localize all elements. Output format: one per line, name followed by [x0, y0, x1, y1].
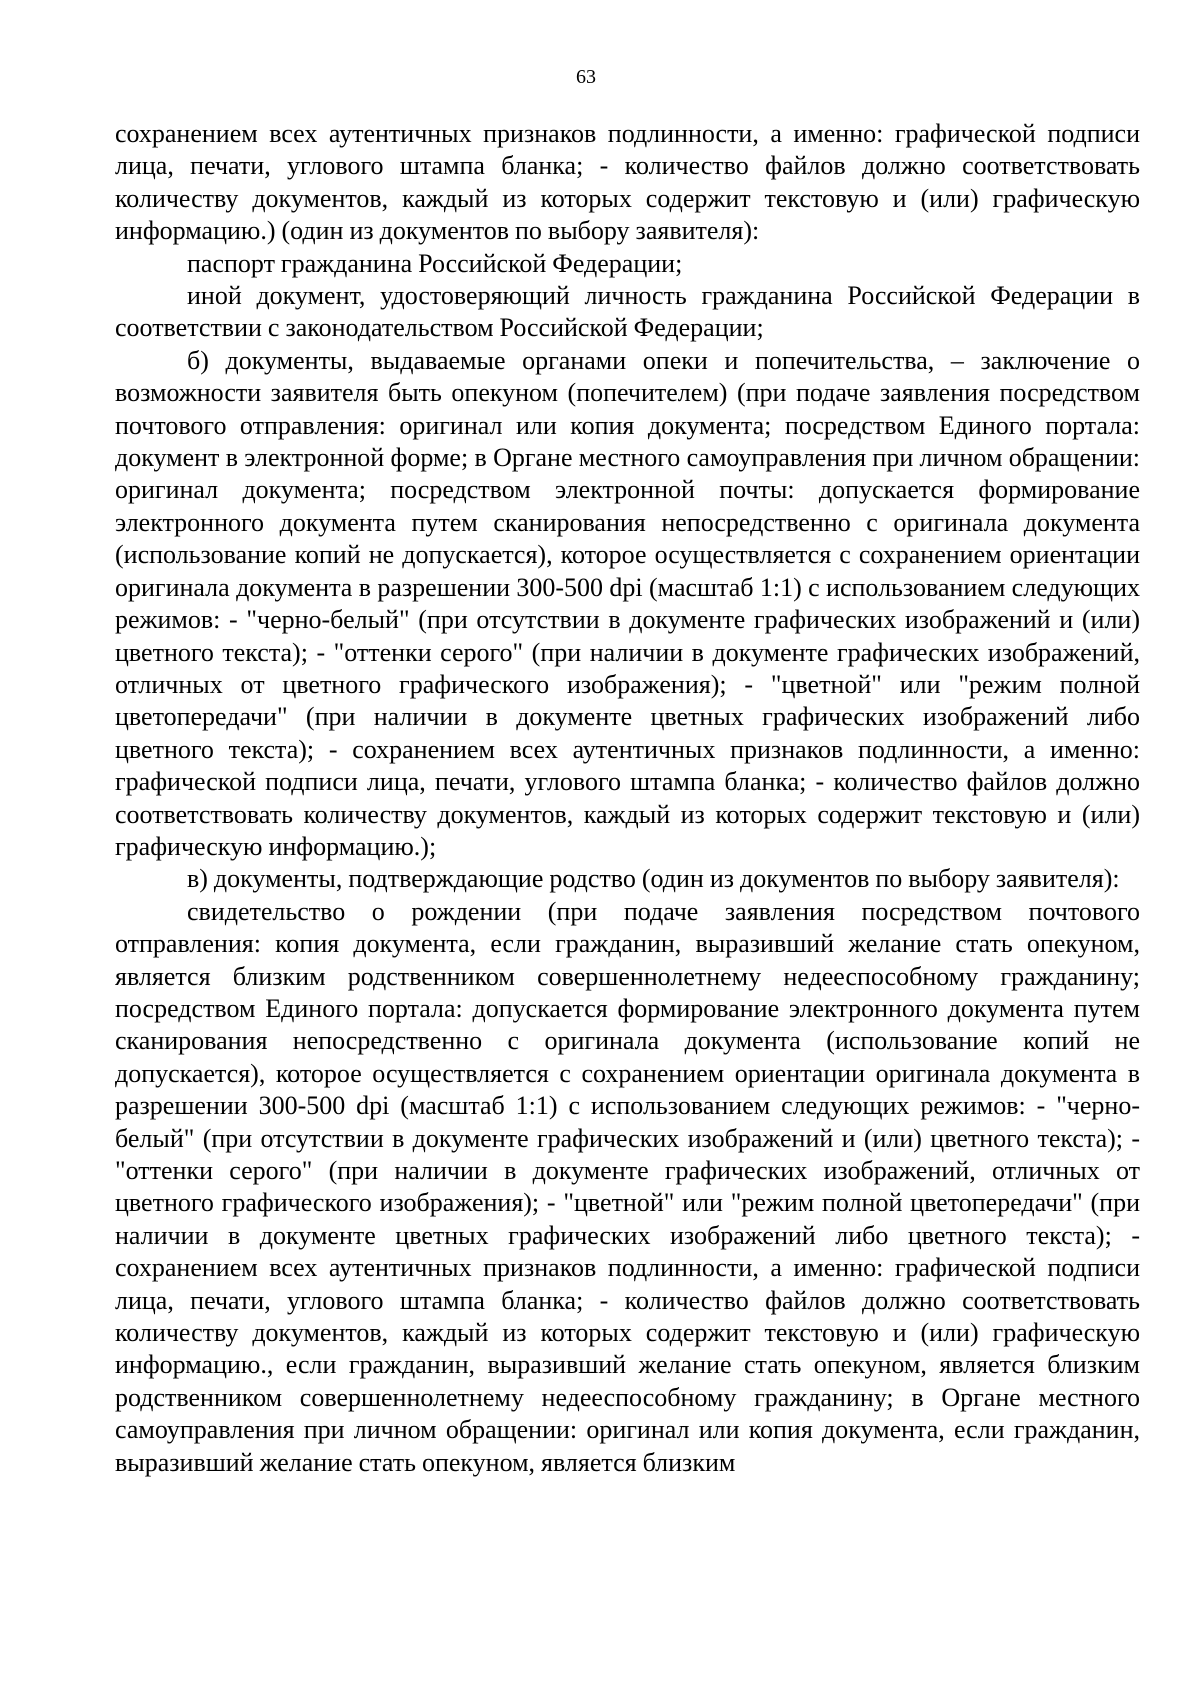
page-number: 63 [576, 66, 596, 88]
document-body [115, 118, 1140, 1479]
paragraph-passport: паспорт гражданина Российской Федерации; [187, 248, 683, 278]
paragraph-guardianship-conclusion: б) документы, выдаваемые органами опеки и попечительства, – заключение о возможности заявителя быть опекуном (попечителем) (при подаче заявления посредством почтового отправления: оригинал или копия документа; посредством Единого портала: документ в электронной форме; в Органе местного самоуправления при личном обращении: оригинал документа; посредством электронной почты: допускается формирование электронного документа путем сканирования непосредственно с оригинала документа (использование копий не допускается), которое осуществляется с сохранением ориентации оригинала документа в разрешении 300-500 dpi (масштаб 1:1) с использованием следующих режимов: - "черно-белый" (при отсутствии в документе графических изображений и (или) цветного текста); - "оттенки серого" (при наличии в документе графических изображений, отличных от цветного графического изображения); - "цветной" или "режим полной цветопередачи" (при наличии в документе цветных графических изображений либо цветного текста); - сохранением всех аутентичных признаков подлинности, а именно: графической подписи лица, печати, углового штампа бланка; - количество файлов должно соответствовать количеству документов, каждый из которых содержит текстовую и (или) графическую информацию.); [115, 345, 1140, 861]
paragraph-birth-certificate: свидетельство о рождении (при подаче заявления посредством почтового отправления: копия документа, если гражданин, выразивший желание стать опекуном, является близким родственником совершеннолетнему недееспособному гражданину; посредством Единого портала: допускается формирование электронного документа путем сканирования непосредственно с оригинала документа (использование копий не допускается), которое осуществляется с сохранением ориентации оригинала документа в разрешении 300-500 dpi (масштаб 1:1) с использованием следующих режимов: - "черно-белый" (при отсутствии в документе графических изображений и (или) цветного текста); - "оттенки серого" (при наличии в документе графических изображений, отличных от цветного графического изображения); - "цветной" или "режим полной цветопередачи" (при наличии в документе цветных графических изображений либо цветного текста); - сохранением всех аутентичных признаков подлинности, а именно: графической подписи лица, печати, углового штампа бланка; - количество файлов должно соответствовать количеству документов, каждый из которых содержит текстовую и (или) графическую информацию., если гражданин, выразивший желание стать опекуном, является близким родственником совершеннолетнему недееспособному гражданину; в Органе местного самоуправления при личном обращении: оригинал или копия документа, если гражданин, выразивший желание стать опекуном, является близким [115, 896, 1140, 1477]
paragraph-other-id-document: иной документ, удостоверяющий личность гражданина Российской Федерации в соответствии с законодательством Российской Федерации; [115, 281, 1140, 343]
paragraph-kinship-documents: в) документы, подтверждающие родство (один из документов по выбору заявителя): [187, 864, 1120, 894]
paragraph-continuation: сохранением всех аутентичных признаков подлинности, а именно: графической подписи лица, печати, углового штампа бланка; - количество файлов должно соответствовать количеству документов, каждый из которых содержит текстовую и (или) графическую информацию.) (один из документов по выбору заявителя): [115, 119, 1140, 246]
